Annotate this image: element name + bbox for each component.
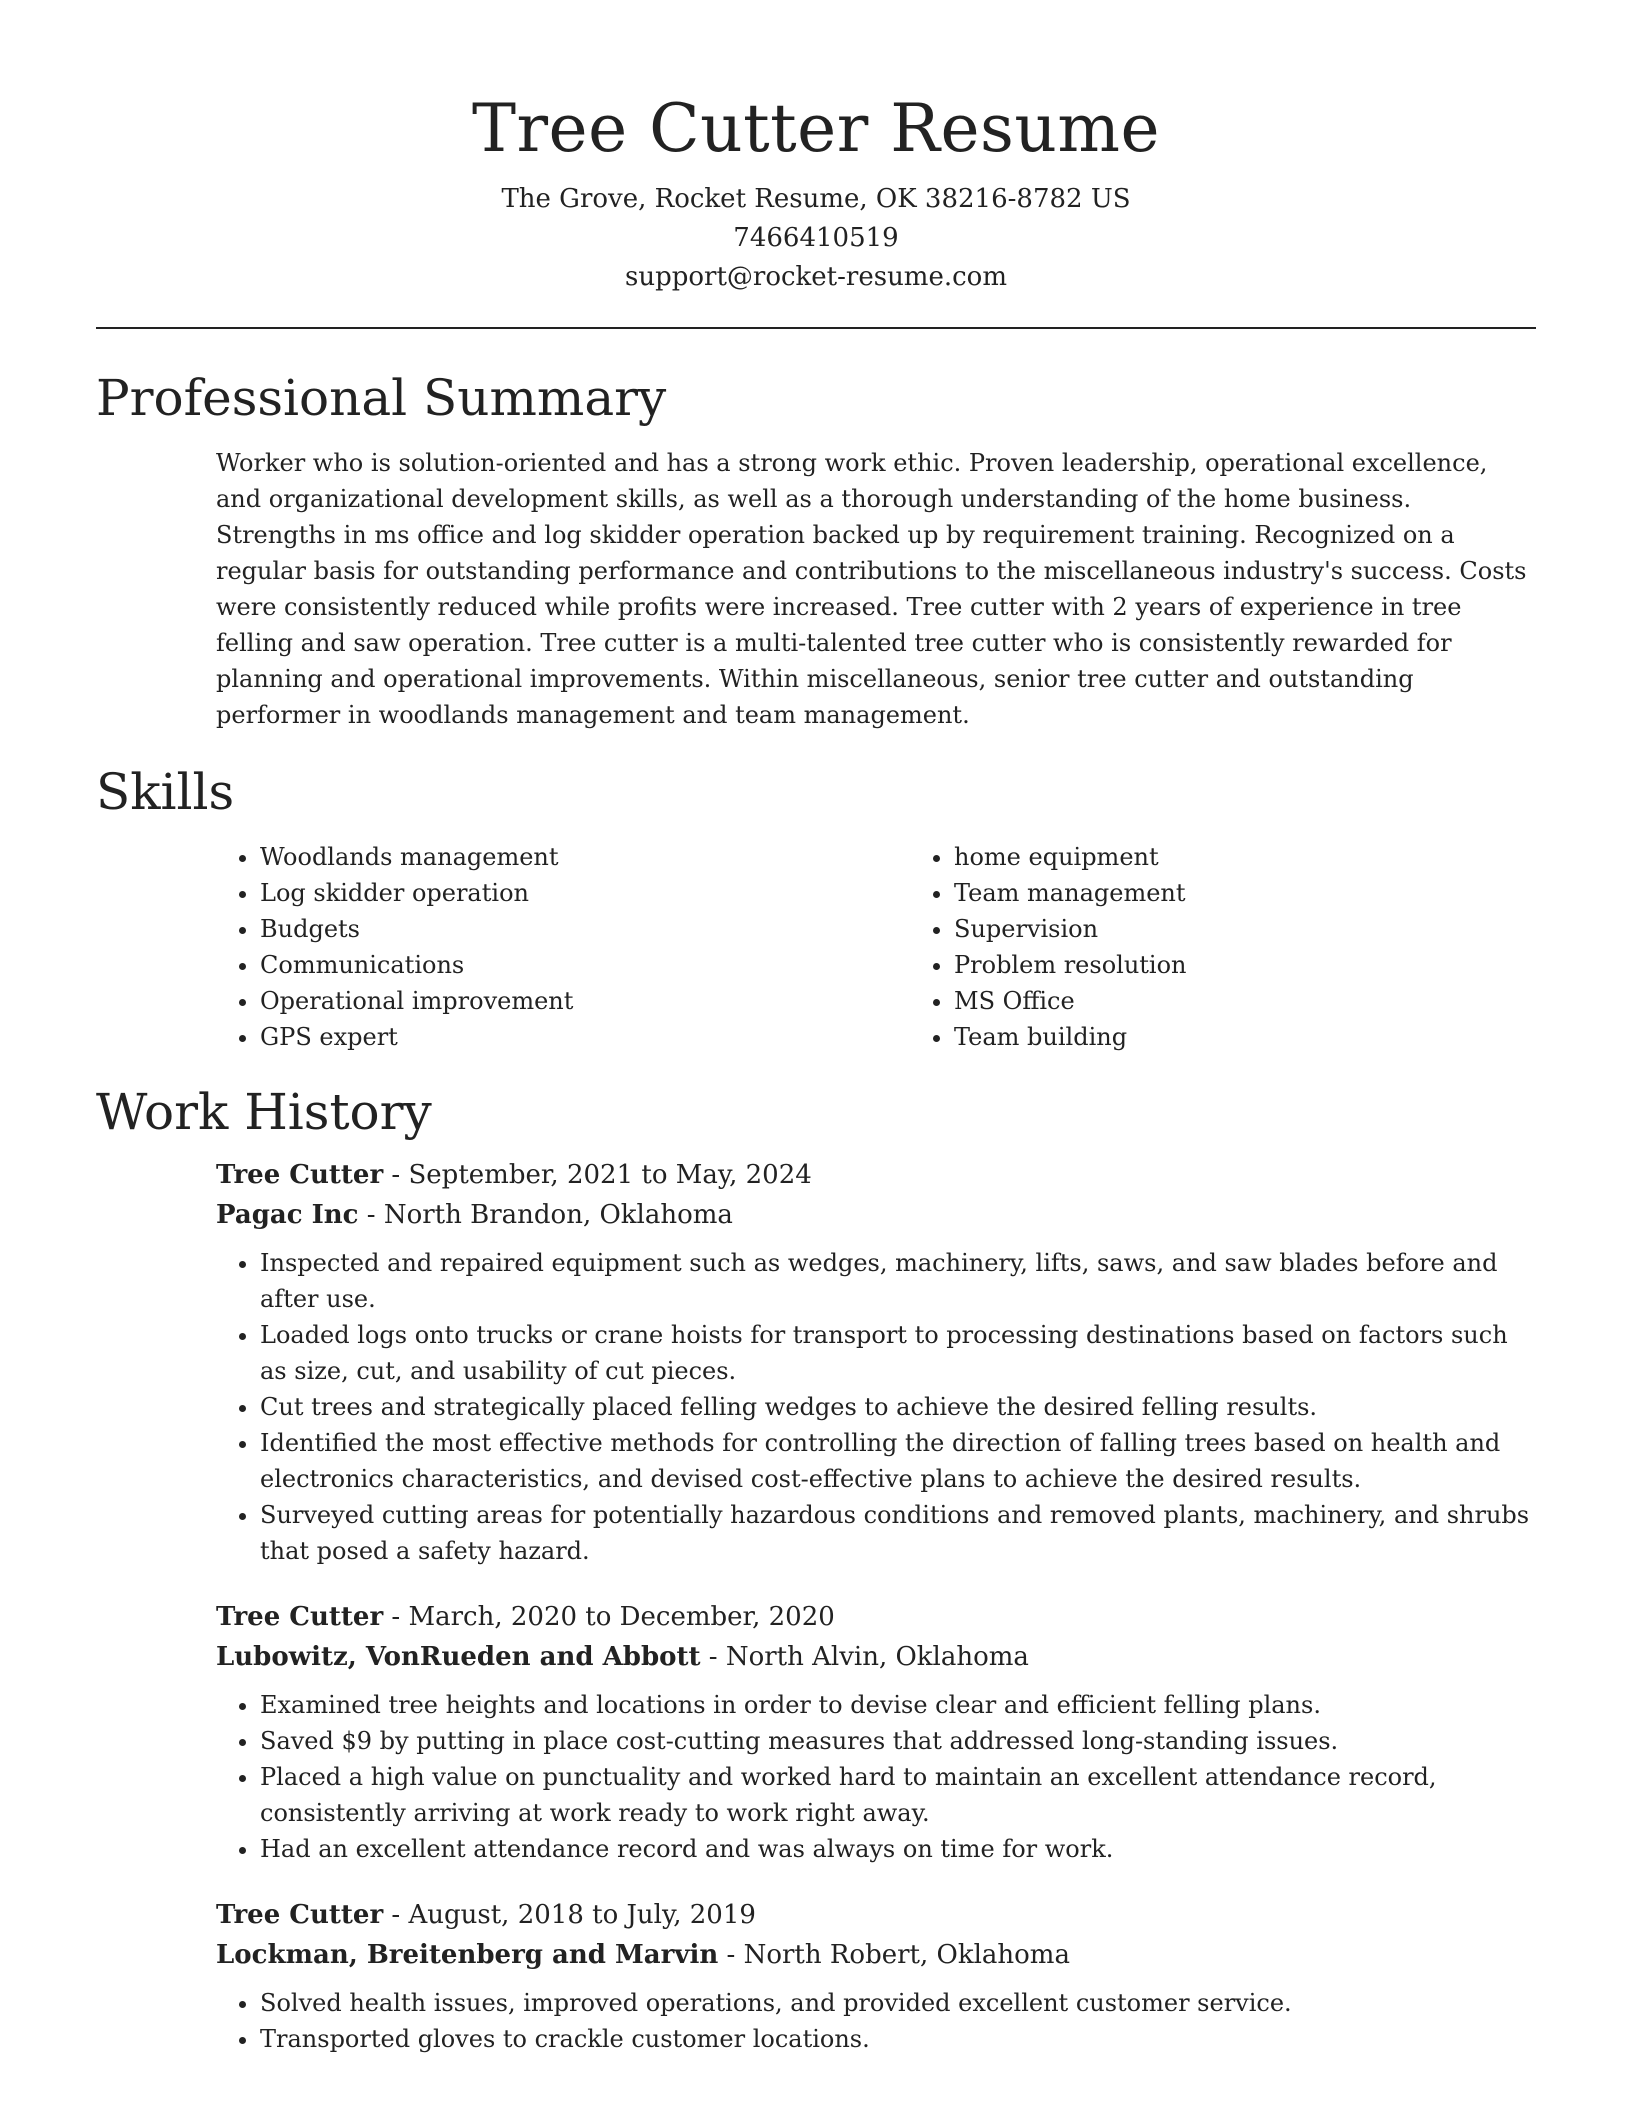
- summary-section: [0, 365, 1632, 733]
- job-bullet: • Transported gloves to crackle customer locations.: [260, 2021, 1536, 2057]
- job-company-line: Pagac Inc - North Brandon, Oklahoma: [216, 1200, 733, 1230]
- skill-item: • Communications: [260, 947, 910, 983]
- job-company: Lockman, Breitenberg and Marvin: [216, 1940, 719, 1970]
- job-title: Tree Cutter: [216, 1160, 384, 1190]
- job-entry: [216, 1155, 1536, 1569]
- summary-text: Worker who is solution-oriented and has a strong work ethic. Proven leadership, operational excellence, and organizational development skills, as well as a thorough understanding of the home business. Strengths in ms office and log skidder operation backed up by requirement training. Recognized on a regular basis for outstanding performance and contributions to the miscellaneous industry's success. Costs were consistently reduced while profits were increased. Tree cutter with 2 years of experience in tree felling and saw operation. Tree cutter is a multi-talented tree cutter who is consistently rewarded for planning and operational improvements. Within miscellaneous, senior tree cutter and outstanding performer in woodlands management and team management.: [216, 449, 1527, 729]
- job-bullets: [216, 1985, 1536, 2057]
- job-company-line: Lockman, Breitenberg and Marvin - North Robert, Oklahoma: [216, 1940, 1070, 1970]
- job-title: Tree Cutter: [216, 1900, 384, 1930]
- job-company-line: Lubowitz, VonRueden and Abbott - North Alvin, Oklahoma: [216, 1642, 1029, 1672]
- job-entry: [216, 1597, 1536, 1867]
- phone: 7466410519: [733, 223, 899, 253]
- job-title-line: Tree Cutter - August, 2018 to July, 2019: [216, 1900, 756, 1930]
- work-history-section: [0, 1079, 1632, 2057]
- job-bullet: • Cut trees and strategically placed felling wedges to achieve the desired felling results.: [260, 1389, 1536, 1425]
- job-location: North Alvin, Oklahoma: [725, 1642, 1029, 1672]
- skill-item: • Team management: [954, 875, 1187, 911]
- header-divider: [96, 327, 1536, 329]
- skill-item: • Team building: [954, 1019, 1187, 1055]
- summary-heading: Professional Summary: [96, 369, 667, 427]
- email: support@rocket-resume.com: [624, 262, 1007, 292]
- skill-item: • Log skidder operation: [260, 875, 910, 911]
- job-bullet: • Identified the most effective methods for controlling the direction of falling trees based on health and electronics characteristics, and devised cost-effective plans to achieve the desired results.: [260, 1425, 1536, 1497]
- skills-column-right: [910, 839, 1187, 1055]
- job-bullet: • Solved health issues, improved operations, and provided excellent customer service.: [260, 1985, 1536, 2021]
- job-dates: September, 2021 to May, 2024: [408, 1160, 812, 1190]
- job-title-line: Tree Cutter - September, 2021 to May, 2024: [216, 1160, 812, 1190]
- skills-column-left: [216, 839, 910, 1055]
- skill-item: • GPS expert: [260, 1019, 910, 1055]
- skills-heading: Skills: [96, 763, 235, 821]
- address: The Grove, Rocket Resume, OK 38216-8782 US: [501, 184, 1131, 214]
- job-bullet: • Loaded logs onto trucks or crane hoists for transport to processing destinations based on factors such as size, cut, and usability of cut pieces.: [260, 1317, 1536, 1389]
- job-title-line: Tree Cutter - March, 2020 to December, 2020: [216, 1602, 835, 1632]
- job-dates: March, 2020 to December, 2020: [408, 1602, 835, 1632]
- skill-item: • home equipment: [954, 839, 1187, 875]
- skills-columns: [216, 839, 1536, 1055]
- job-company: Lubowitz, VonRueden and Abbott: [216, 1642, 701, 1672]
- job-location: North Robert, Oklahoma: [743, 1940, 1070, 1970]
- job-bullet: • Had an excellent attendance record and was always on time for work.: [260, 1831, 1536, 1867]
- job-bullets: [216, 1687, 1536, 1867]
- skill-item: • Operational improvement: [260, 983, 910, 1019]
- job-location: North Brandon, Oklahoma: [383, 1200, 733, 1230]
- job-bullet: • Inspected and repaired equipment such as wedges, machinery, lifts, saws, and saw blades before and after use.: [260, 1245, 1536, 1317]
- skill-item: • Woodlands management: [260, 839, 910, 875]
- skill-item: • Problem resolution: [954, 947, 1187, 983]
- contact-block: [0, 180, 1632, 297]
- skill-item: • MS Office: [954, 983, 1187, 1019]
- job-title: Tree Cutter: [216, 1602, 384, 1632]
- job-bullet: • Saved $9 by putting in place cost-cutting measures that addressed long-standing issues.: [260, 1723, 1536, 1759]
- work-history-heading: Work History: [96, 1083, 432, 1141]
- job-bullet: • Surveyed cutting areas for potentially hazardous conditions and removed plants, machinery, and shrubs that posed a safety hazard.: [260, 1497, 1536, 1569]
- job-dates: August, 2018 to July, 2019: [408, 1900, 756, 1930]
- skill-item: • Budgets: [260, 911, 910, 947]
- job-bullet: • Placed a high value on punctuality and worked hard to maintain an excellent attendance record, consistently arriving at work ready to work right away.: [260, 1759, 1536, 1831]
- skill-item: • Supervision: [954, 911, 1187, 947]
- job-company: Pagac Inc: [216, 1200, 359, 1230]
- job-entry: [216, 1895, 1536, 2057]
- resume-header: [0, 0, 1632, 297]
- job-bullet: • Examined tree heights and locations in order to devise clear and efficient felling plans.: [260, 1687, 1536, 1723]
- resume-title: Tree Cutter Resume: [471, 90, 1161, 167]
- skills-section: [0, 759, 1632, 1055]
- job-bullets: [216, 1245, 1536, 1569]
